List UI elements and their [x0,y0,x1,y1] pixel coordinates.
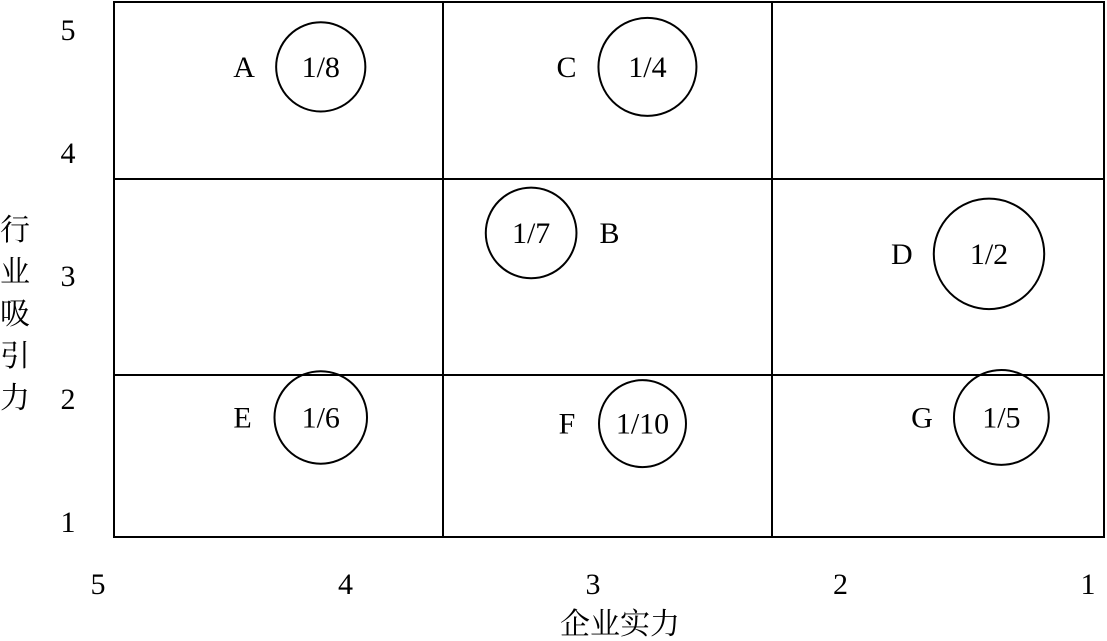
bubble-e [233,371,367,464]
y-axis-title: 行业吸引力 [0,214,30,415]
plot-frame [114,2,1104,537]
x-tick-label: 4 [338,568,353,601]
bubble-letter-label: A [233,50,255,84]
x-tick-label: 3 [585,568,601,601]
bubble-a [233,22,365,111]
bubble-value-label: 1/5 [982,401,1021,435]
y-tick-label: 4 [60,137,76,170]
y-axis-ticks [61,14,76,539]
bubbles [233,18,1048,467]
bubble-letter-label: D [890,237,913,271]
y-tick-label: 2 [60,383,76,416]
x-axis-ticks [91,568,1096,601]
x-tick-label: 5 [90,568,106,601]
bubble-value-label: 1/2 [969,237,1009,271]
bubble-value-label: 1/7 [511,216,551,250]
y-tick-label: 5 [60,14,76,47]
bubble-f [559,380,686,467]
y-tick-label: 1 [60,506,76,539]
bubble-g [911,370,1049,465]
bubble-letter-label: G [911,401,933,435]
x-axis-title: 企业实力 [560,608,680,641]
bubble-letter-label: C [556,50,577,84]
bubble-d [891,199,1044,309]
grid [114,2,1104,537]
bubble-value-label: 1/8 [301,50,340,84]
bubble-letter-label: B [599,216,620,250]
bubble-letter-label: E [233,401,252,435]
bubble-letter-label: F [558,407,576,441]
x-tick-label: 2 [833,568,848,601]
bubble-value-label: 1/10 [615,407,670,441]
y-tick-label: 3 [60,260,76,293]
bubble-value-label: 1/6 [301,401,340,435]
bubble-value-label: 1/4 [628,50,667,84]
x-tick-label: 1 [1080,568,1096,601]
bubble-b [486,188,620,279]
bubble-c [556,18,696,116]
